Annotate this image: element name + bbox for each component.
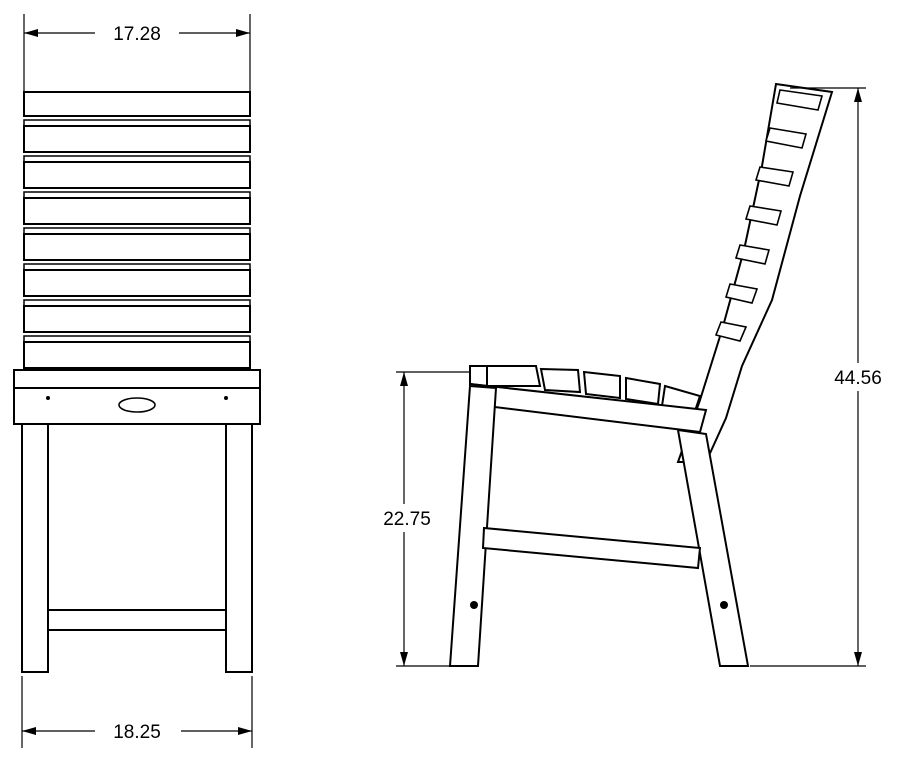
dimension-overall-height-label: 44.56 — [834, 368, 882, 389]
front-seat-apron — [14, 370, 260, 424]
dimension-bottom-width-label: 18.25 — [113, 722, 161, 743]
backrest-slats — [24, 92, 250, 368]
front-stretcher — [48, 610, 226, 630]
dimension-seat-height-label: 22.75 — [383, 509, 431, 530]
dimension-top-width-label: 17.28 — [113, 24, 161, 45]
